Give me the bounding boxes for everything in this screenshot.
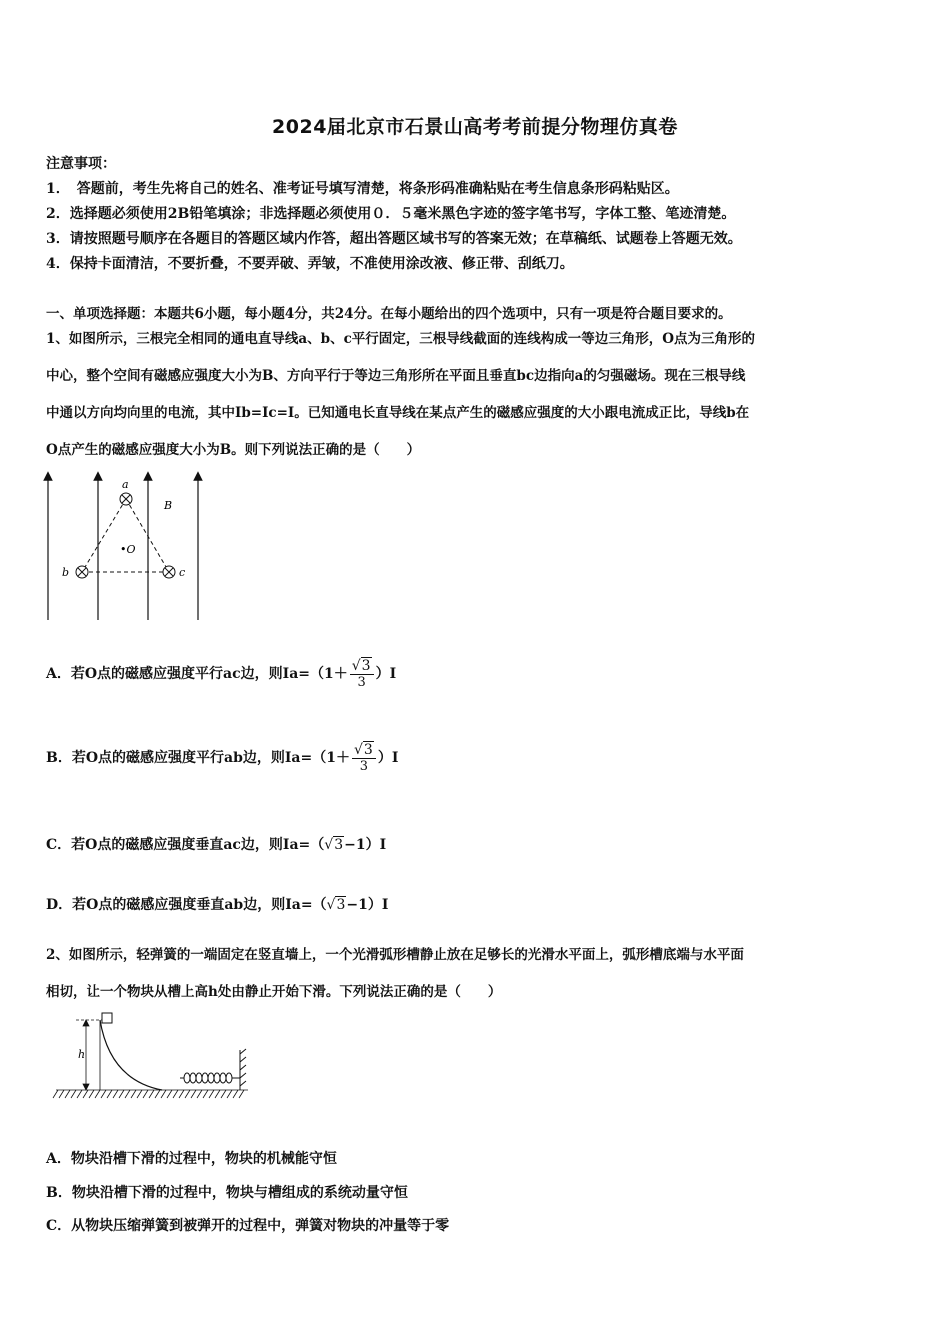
option-text: C．若O点的磁感应强度垂直ac边，则Ia=（ [46,837,325,853]
notice-item: 2．选择题必须使用2B铅笔填涂；非选择题必须使用０．５毫米黑色字迹的签字笔书写，字体工整、笔迹清楚。 [46,206,736,222]
notice-item: 3．请按照题号顺序在各题目的答题区域内作答，超出答题区域书写的答案无效；在草稿纸、试题卷上答题无效。 [46,231,742,247]
q1-option-b[interactable] [46,742,398,774]
denominator: 3 [352,758,376,774]
denominator: 3 [350,674,374,690]
q2-figure [52,1010,252,1102]
ground-hatch [53,1090,248,1098]
sqrt-value: 3 [363,742,373,758]
fraction: $\frac{√3}{3}$ [350,658,374,690]
option-text: D．若O点的磁感应强度垂直ab边，则Ia=（ [46,897,327,913]
q2-option-a[interactable]: A．物块沿槽下滑的过程中，物块的机械能守恒 [46,1151,337,1167]
label-B: B [164,499,173,512]
q1-text-line: 中心，整个空间有磁感应强度大小为B、方向平行于等边三角形所在平面且垂直bc边指向a的匀强磁场。现在三根导线 [46,368,746,384]
sqrt: √3 [324,837,344,853]
option-text: B．若O点的磁感应强度平行ab边，则Ia=（1＋ [46,750,350,766]
q2-text-line: 2、如图所示，轻弹簧的一端固定在竖直墙上，一个光滑弧形槽静止放在足够长的光滑水平面上，弧形槽底端与水平面 [46,947,744,963]
q1-option-c[interactable] [46,834,386,854]
q2-text-line: 相切，让一个物块从槽上高h处由静止开始下滑。下列说法正确的是（ ） [46,984,502,1000]
triangle-dashed [82,499,169,572]
q1-figure [40,468,220,623]
sqrt-value: 3 [361,658,371,674]
wire-c-cross-icon [163,566,175,578]
option-suffix: −1）I [346,897,389,913]
wire-a-cross-icon [120,493,132,505]
option-suffix: ）I [375,666,397,682]
sqrt: √3 [326,897,346,913]
spring-icon [180,1073,240,1083]
arc-groove [100,1020,162,1090]
wall [240,1049,246,1090]
q1-option-d[interactable] [46,894,388,914]
option-text: A．若O点的磁感应强度平行ac边，则Ia=（1＋ [46,666,348,682]
label-c: c [179,566,186,579]
label-b: b [62,566,70,579]
notice-item: 4．保持卡面清洁，不要折叠，不要弄破、弄皱，不准使用涂改液、修正带、刮纸刀。 [46,256,574,272]
sqrt-value: 3 [336,897,346,913]
page-title: 2024届北京市石景山高考考前提分物理仿真卷 [272,116,678,138]
option-suffix: −1）I [344,837,387,853]
q2-option-c[interactable]: C．从物块压缩弹簧到被弹开的过程中，弹簧对物块的冲量等于零 [46,1218,450,1234]
block-icon [102,1013,112,1023]
q1-text-line: 1、如图所示，三根完全相同的通电直导线a、b、c平行固定，三根导线截面的连线构成一等边三角形，O点为三角形的 [46,331,756,347]
label-h: h [78,1048,86,1061]
notice-heading: 注意事项： [46,156,116,172]
q1-text-line: O点产生的磁感应强度大小为B。则下列说法正确的是（ ） [46,442,421,458]
fraction: $\frac{√3}{3}$ [352,742,376,774]
notice-item: 1． 答题前，考生先将自己的姓名、准考证号填写清楚，将条形码准确粘贴在考生信息条形码粘贴区。 [46,181,679,197]
q1-text-line: 中通以方向均向里的电流，其中Ib=Ic=I。已知通电长直导线在某点产生的磁感应强度的大小跟电流成正比，导线b在 [46,405,750,421]
label-a: a [122,478,129,491]
q1-option-a[interactable] [46,658,396,690]
q2-option-b[interactable]: B．物块沿槽下滑的过程中，物块与槽组成的系统动量守恒 [46,1185,408,1201]
section-heading: 一、单项选择题：本题共6小题，每小题4分，共24分。在每小题给出的四个选项中，只有一项是符合题目要求的。 [46,306,732,322]
sqrt-value: 3 [334,837,344,853]
label-o: •O [120,543,136,556]
wire-b-cross-icon [76,566,88,578]
option-suffix: ）I [377,750,399,766]
